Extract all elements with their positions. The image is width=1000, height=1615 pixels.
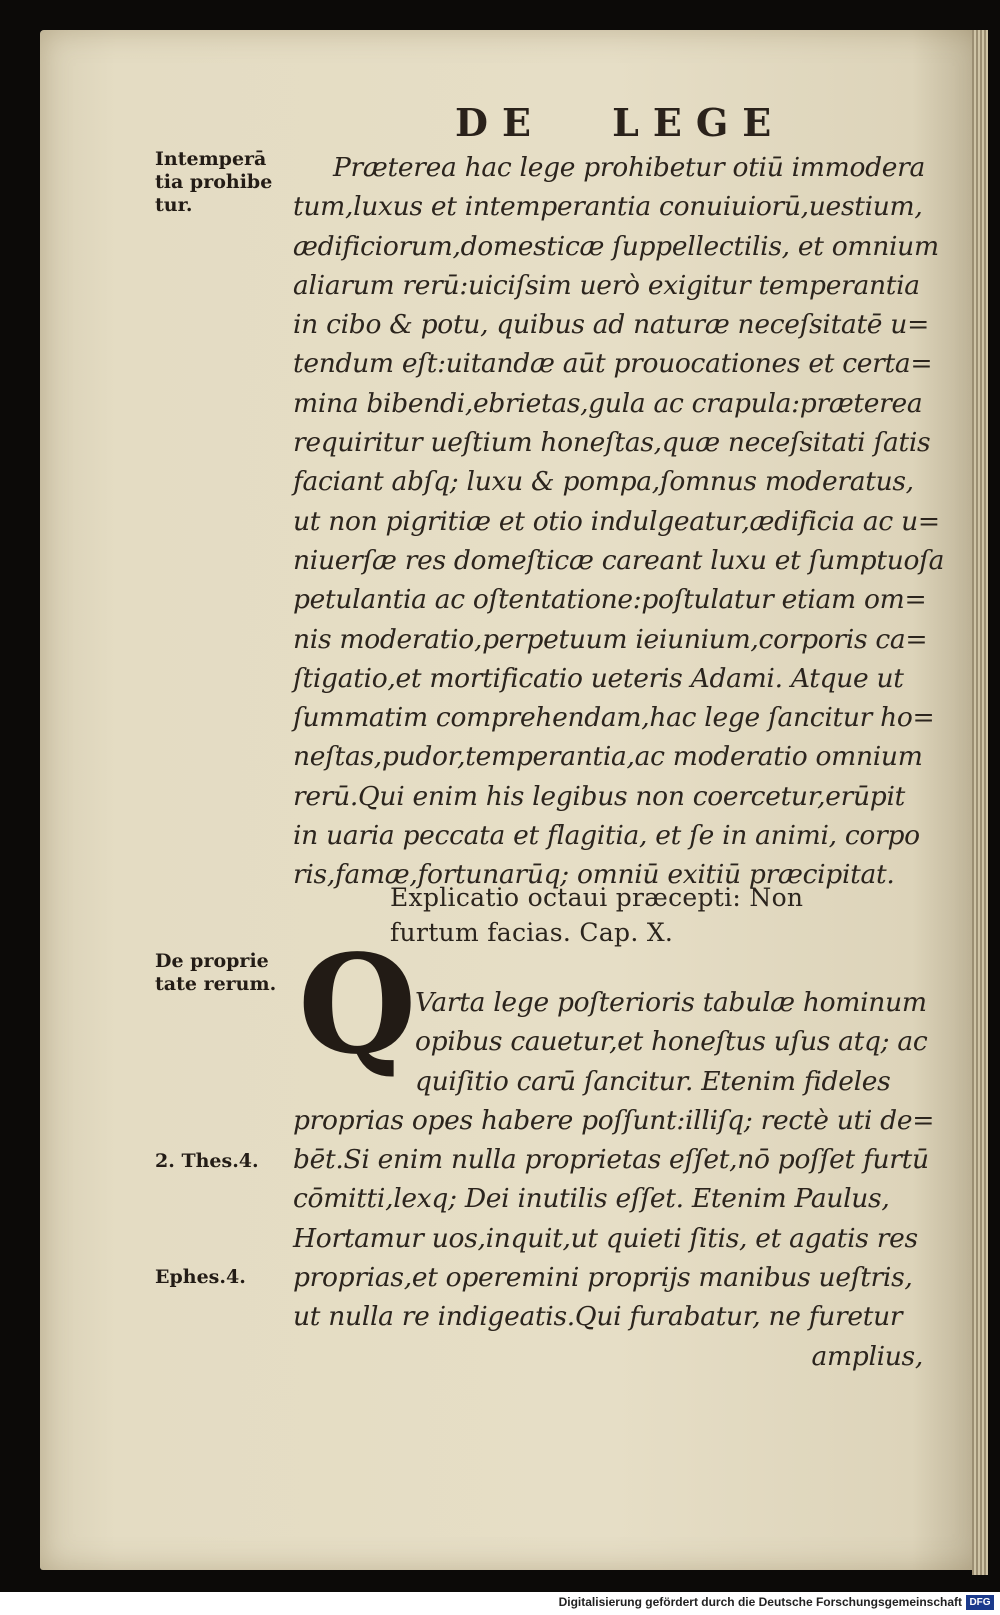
text-line: opibus cauetur,et honeſtus uſus atq; ac <box>415 1026 928 1058</box>
chapter-text <box>293 983 953 1376</box>
text-line: nis moderatio,perpetuum ieiunium,corporis ca= <box>293 623 928 655</box>
margin-note-line: Intemperā <box>155 148 267 170</box>
text-line: aliarum rerū:uiciſsim uerò exigitur temperantia <box>293 269 920 301</box>
margin-note-line: Ephes.4. <box>155 1266 246 1288</box>
margin-note-line: 2. Thes.4. <box>155 1150 259 1172</box>
text-line: ſtigatio,et mortificatio ueteris Adami. Atque ut <box>293 662 904 694</box>
chapter-heading <box>390 880 930 950</box>
running-head: DE LEGE <box>455 100 786 145</box>
text-line: ſummatim comprehendam,hac lege ſancitur ho= <box>293 702 935 734</box>
margin-note-line: tia prohibe <box>155 171 273 193</box>
text-line: tendum eſt:uitandæ aūt prouocationes et certa= <box>293 348 933 380</box>
text-line: cōmitti,lexq; Dei inutilis eſſet. Etenim Paulus, <box>293 1183 890 1215</box>
text-line: Hortamur uos,inquit,ut quieti ſitis, et agatis res <box>293 1222 918 1254</box>
margin-note-line: De proprie <box>155 950 269 972</box>
drop-cap: Q <box>298 925 417 1085</box>
chapter-heading-line: Explicatio octaui præcepti: Non <box>390 883 804 912</box>
text-line: Varta lege poſterioris tabulæ hominum <box>415 987 927 1018</box>
text-line: Præterea hac lege prohibetur otiū immodera <box>333 152 926 183</box>
text-line: petulantia ac oſtentatione:poſtulatur etiam om= <box>293 584 927 616</box>
footer-credit: Digitalisierung gefördert durch die Deutsche Forschungsgemeinschaft <box>558 1595 962 1609</box>
margin-note-line: tur. <box>155 194 193 216</box>
text-line: in uaria peccata et flagitia, et ſe in animi, corpo <box>293 820 920 852</box>
text-line: niuerſæ res domeſticæ careant luxu et ſumptuoſa <box>293 544 945 576</box>
dfg-logo-icon: DFG <box>966 1595 994 1610</box>
main-text <box>293 148 953 895</box>
text-line: proprias opes habere poſſunt:illiſq; rectè uti de= <box>293 1104 935 1136</box>
text-line: neſtas,pudor,temperantia,ac moderatio omnium <box>293 741 923 773</box>
text-line: faciant abſq; luxu & pompa,ſomnus moderatus, <box>293 466 914 498</box>
margin-note-line: tate rerum. <box>155 973 277 995</box>
text-line: quiſitio carū ſancitur. Etenim fideles <box>415 1065 891 1097</box>
chapter-heading-line: furtum facias. Cap. X. <box>390 918 674 947</box>
text-line: ut nulla re indigeatis.Qui furabatur, ne furetur <box>293 1301 903 1333</box>
text-line: mina bibendi,ebrietas,gula ac crapula:præterea <box>293 387 923 419</box>
text-line: tum,luxus et intemperantia conuiuiorū,uestium, <box>293 191 923 223</box>
text-line: in cibo & potu, quibus ad naturæ neceſsitatē u= <box>293 309 929 341</box>
text-line: ris,famæ,fortunarūq; omniū exitiū præcipitat. <box>293 859 895 891</box>
text-line: proprias,et operemini proprijs manibus ueſtris, <box>293 1262 913 1294</box>
margin-note-ephes <box>155 1266 246 1289</box>
text-line: ædificiorum,domesticæ ſuppellectilis, et omnium <box>293 230 939 262</box>
margin-note-thess <box>155 1150 259 1173</box>
margin-note-proprietate <box>155 950 276 996</box>
text-line: requiritur ueſtium honeſtas,quæ neceſsitati ſatis <box>293 427 931 459</box>
footer-bar <box>0 1592 1000 1615</box>
catchword: amplius, <box>811 1340 923 1372</box>
page-edge <box>972 30 988 1575</box>
margin-note-intemperantia <box>155 148 272 217</box>
text-line: bēt.Si enim nulla proprietas eſſet,nō poſſet furtū <box>293 1144 929 1176</box>
text-line: rerū.Qui enim his legibus non coercetur,erūpit <box>293 780 905 812</box>
text-line: ut non pigritiæ et otio indulgeatur,ædificia ac u= <box>293 505 940 537</box>
